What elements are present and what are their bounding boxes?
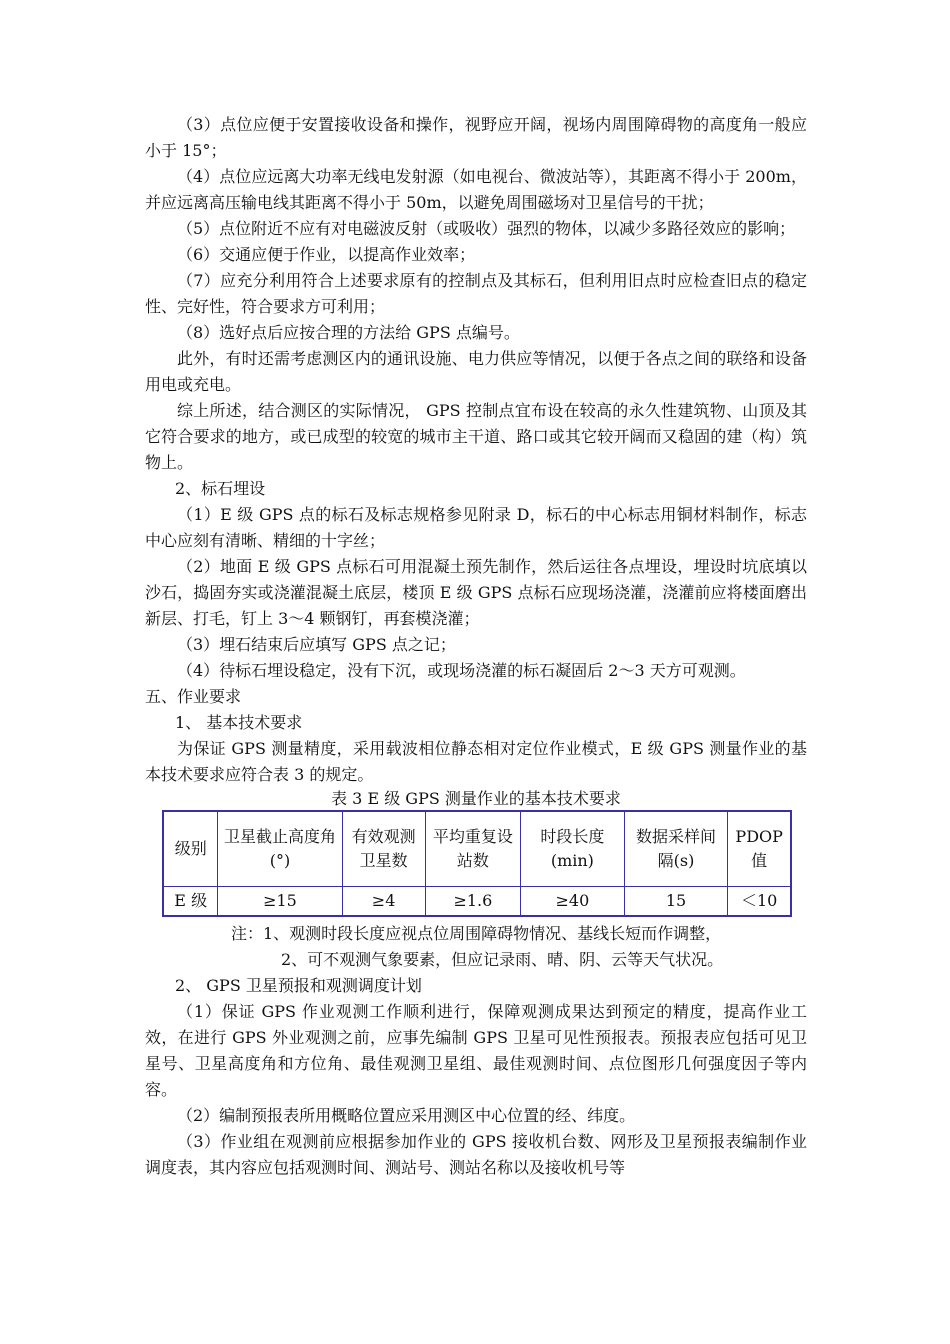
- header-repeat-setups: 平均重复设站数: [425, 811, 520, 887]
- paragraph-marker-4: （4）待标石埋设稳定，没有下沉，或现场浇灌的标石凝固后 2～3 天方可观测。: [177, 661, 746, 680]
- paragraph-marker-2: （2）地面 E 级 GPS 点标石可用混凝土预先制作，然后运往各点埋设，埋设时坑底填以沙石，捣固夯实或浇灌混凝土底层，楼顶 E 级 GPS 点标石应现场浇灌，浇灌前应将楼面磨出新层、打毛，钉上 3～4 颗钢钉，再套模浇灌；: [145, 557, 807, 628]
- paragraph-forecast-2: （2）编制预报表所用概略位置应采用测区中心位置的经、纬度。: [177, 1106, 636, 1125]
- paragraph-forecast-3: （3）作业组在观测前应根据参加作业的 GPS 接收机台数、网形及卫星预报表编制作业调度表，其内容应包括观测时间、测站号、测站名称以及接收机号等: [145, 1132, 807, 1177]
- paragraph-basic-requirements: 为保证 GPS 测量精度，采用载波相位静态相对定位作业模式，E 级 GPS 测量作业的基本技术要求应符合表 3 的规定。: [145, 739, 807, 784]
- paragraph-point-5: （5）点位附近不应有对电磁波反射（或吸收）强烈的物体，以减少多路径效应的影响；: [177, 219, 796, 238]
- paragraph-marker-3: （3）埋石结束后应填写 GPS 点之记；: [177, 635, 456, 654]
- cell-grade: E 级: [163, 887, 218, 917]
- paragraph-forecast-1: （1）保证 GPS 作业观测工作顺利进行，保障观测成果达到预定的精度，提高作业工效，在进行 GPS 外业观测之前，应事先编制 GPS 卫星可见性预报表。预报表应包括可见卫星号、卫星高度角和方位角、最佳观测卫星组、最佳观测时间、点位图形几何强度因子等内容。: [145, 1002, 807, 1099]
- paragraph-summary: 综上所述，结合测区的实际情况， GPS 控制点宜布设在较高的永久性建筑物、山顶及其它符合要求的地方，或已成型的较宽的城市主干道、路口或其它较开阔而又稳固的建（构）筑物上。: [145, 401, 807, 472]
- paragraph-marker-1: （1）E 级 GPS 点的标石及标志规格参见附录 D，标石的中心标志用铜材料制作，标志中心应刻有清晰、精细的十字丝；: [145, 505, 807, 550]
- heading-marker-burial: 2、标石埋设: [175, 479, 266, 498]
- table-caption: 表 3 E 级 GPS 测量作业的基本技术要求: [331, 789, 621, 808]
- table-row: [163, 887, 791, 917]
- paragraph-point-6: （6）交通应便于作业，以提高作业效率；: [177, 245, 476, 264]
- table-notes: [231, 921, 807, 973]
- header-session-length: 时段长度(min): [521, 811, 625, 887]
- cell-pdop: ＜10: [728, 887, 791, 917]
- paragraph-point-4: （4）点位应远离大功率无线电发射源（如电视台、微波站等），其距离不得小于 200m，并应远离高压输电线其距离不得小于 50m，以避免周围磁场对卫星信号的干扰；: [145, 167, 807, 212]
- header-pdop: PDOP值: [728, 811, 791, 887]
- cell-cutoff-angle: ≥15: [218, 887, 342, 917]
- heading-forecast-plan: 2、 GPS 卫星预报和观测调度计划: [175, 976, 422, 995]
- cell-session-length: ≥40: [521, 887, 625, 917]
- paragraph-additionally: 此外，有时还需考虑测区内的通讯设施、电力供应等情况，以便于各点之间的联络和设备用电或充电。: [145, 349, 807, 394]
- paragraph-point-7: （7）应充分利用符合上述要求原有的控制点及其标石，但利用旧点时应检查旧点的稳定性、完好性，符合要求方可利用；: [145, 271, 807, 316]
- note-1: 注：1、观测时段长度应视点位周围障碍物情况、基线长短而作调整，: [231, 924, 722, 943]
- header-cutoff-angle: 卫星截止高度角(°): [218, 811, 342, 887]
- header-sampling-interval: 数据采样间隔(s): [624, 811, 728, 887]
- paragraph-point-8: （8）选好点后应按合理的方法给 GPS 点编号。: [177, 323, 520, 342]
- paragraph-point-3: （3）点位应便于安置接收设备和操作，视野应开阔，视场内周围障碍物的高度角一般应小于 15°；: [145, 115, 807, 160]
- heading-basic-requirements: 1、 基本技术要求: [175, 713, 303, 732]
- requirements-table: [162, 810, 792, 917]
- header-satellite-count: 有效观测卫星数: [342, 811, 425, 887]
- note-2: 2、可不观测气象要素，但应记录雨、晴、阴、云等天气状况。: [281, 950, 724, 969]
- section-5-title: 五、作业要求: [145, 687, 242, 706]
- cell-repeat-setups: ≥1.6: [425, 887, 520, 917]
- header-grade: 级别: [163, 811, 218, 887]
- cell-satellite-count: ≥4: [342, 887, 425, 917]
- document-page: [145, 112, 807, 1181]
- table-header-row: [163, 811, 791, 887]
- cell-sampling-interval: 15: [624, 887, 728, 917]
